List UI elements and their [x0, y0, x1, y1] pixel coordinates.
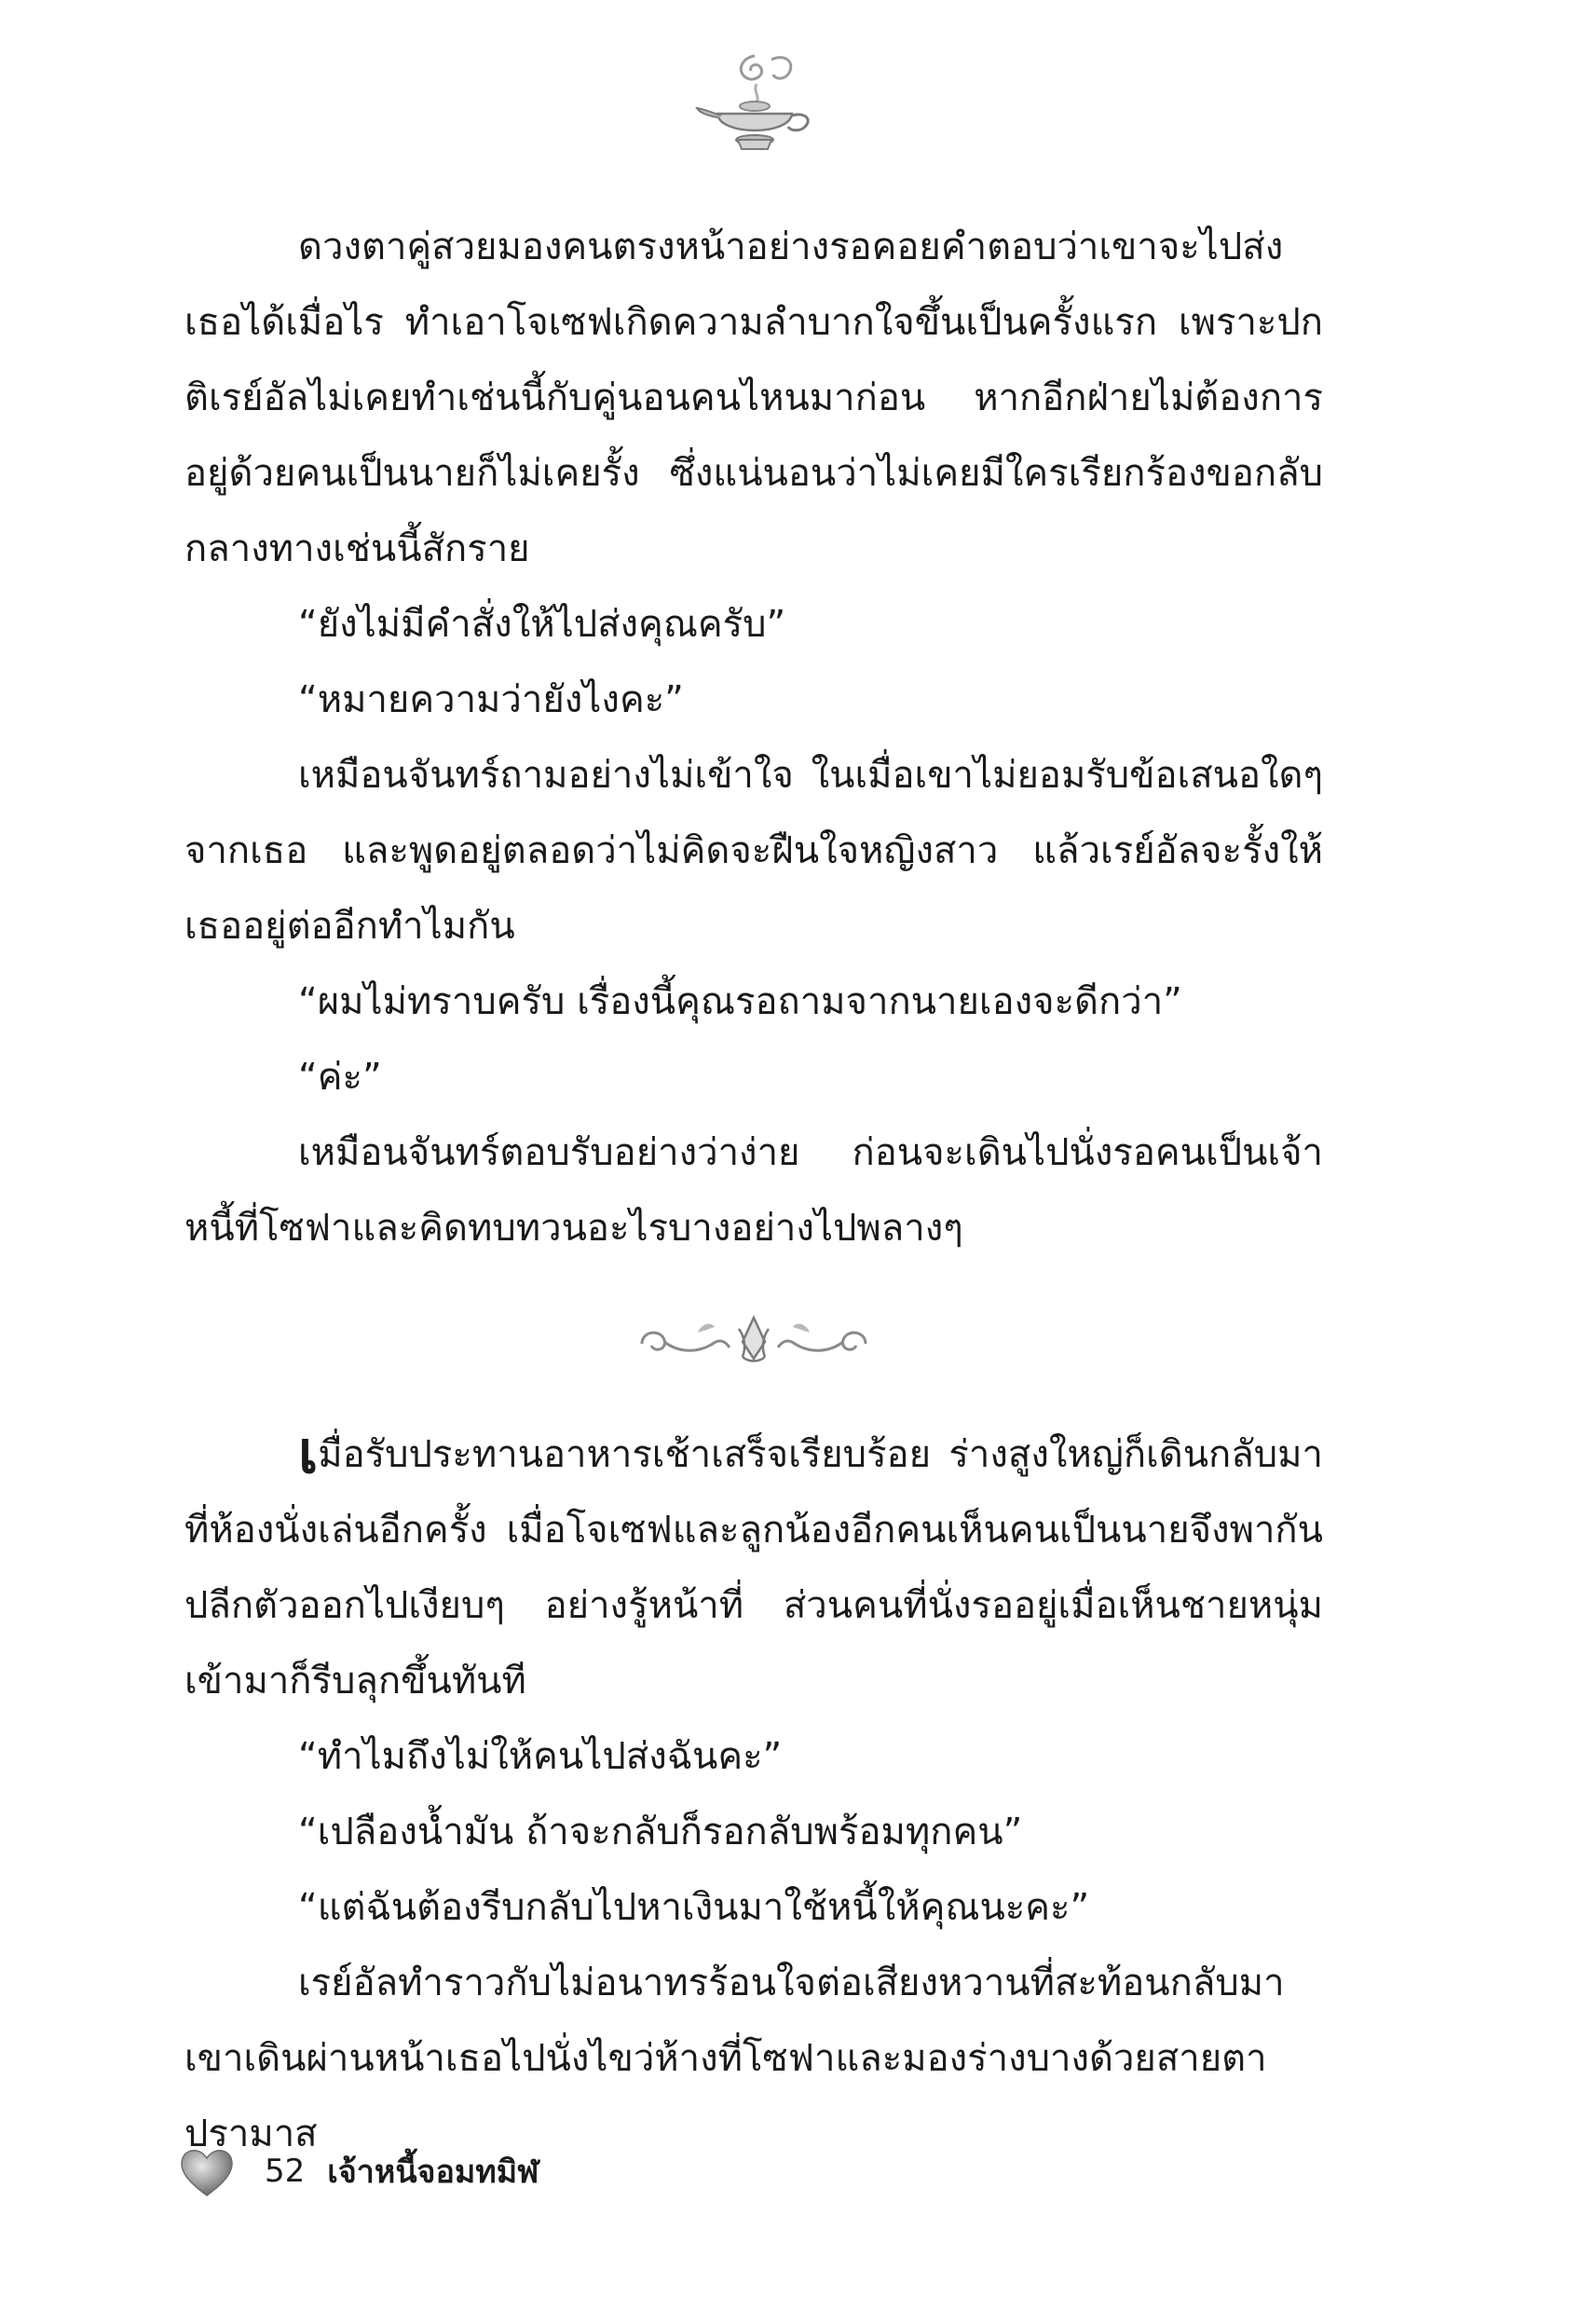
paragraph: ดวงตาคู่สวยมองคนตรงหน้าอย่างรอคอยคำตอบว่าเขาจะไปส่งเธอได้เมื่อไร ทำเอาโจเซฟเกิดความลำบากใจขึ้นเป็นครั้งแรก เพราะปกติเรย์อัลไม่เคยทำเช่นนี้กับคู่นอนคนไหนมาก่อน หากอีกฝ่ายไม่ต้องการอยู่ด้วยคนเป็นนายก็ไม่เคยรั้ง ซึ่งแน่นอนว่าไม่เคยมีใครเรียกร้องขอกลับกลางทางเช่นนี้สักราย — [184, 226, 1323, 570]
section-divider — [184, 1266, 1323, 1417]
heart-icon — [177, 2143, 237, 2199]
book-title: เจ้าหนี้จอมทมิฬ — [327, 2154, 539, 2191]
dialogue-line: “ทำไมถึงไม่ให้คนไปส่งฉันคะ” — [298, 1735, 783, 1778]
floral-divider-icon — [633, 1305, 875, 1379]
dialogue-line: “ค่ะ” — [298, 1056, 382, 1099]
page-footer — [177, 2139, 539, 2204]
paragraph: เหมือนจันทร์ถามอย่างไม่เข้าใจ ในเมื่อเขาไม่ยอมรับข้อเสนอใดๆ จากเธอ และพูดอยู่ตลอดว่าไม่คิดจะฝืนใจหญิงสาว แล้วเรย์อัลจะรั้งให้เธออยู่ต่ออีกทำไมกัน — [184, 754, 1323, 948]
paragraph: เรย์อัลทำราวกับไม่อนาทรร้อนใจต่อเสียงหวานที่สะท้อนกลับมาเขาเดินผ่านหน้าเธอไปนั่งไขว่ห้างที่โซฟาและมองร่างบางด้วยสายตาปรามาส — [184, 1962, 1285, 2155]
section-first-paragraph — [184, 1417, 1323, 1719]
page-number: 52 — [265, 2153, 306, 2190]
main-text-body — [184, 210, 1323, 2172]
dialogue-line: “ผมไม่ทราบครับ เรื่องนี้คุณรอถามจากนายเองจะดีกว่า” — [298, 980, 1182, 1023]
dialogue-line: “ยังไม่มีคำสั่งให้ไปส่งคุณครับ” — [298, 603, 786, 646]
genie-lamp-icon — [689, 47, 820, 158]
dialogue-line: “หมายความว่ายังไงคะ” — [298, 678, 684, 721]
drop-cap: เ — [298, 1418, 319, 1486]
paragraph: เหมือนจันทร์ตอบรับอย่างว่าง่าย ก่อนจะเดินไปนั่งรอคนเป็นเจ้าหนี้ที่โซฟาและคิดทบทวนอะไรบางอย่างไปพลางๆ — [184, 1131, 1323, 1250]
dialogue-line: “แต่ฉันต้องรีบกลับไปหาเงินมาใช้หนี้ให้คุณนะคะ” — [298, 1886, 1090, 1929]
paragraph-text: มื่อรับประทานอาหารเช้าเสร็จเรียบร้อย ร่างสูงใหญ่ก็เดินกลับมาที่ห้องนั่งเล่นอีกครั้ง เมื่อโจเซฟและลูกน้องอีกคนเห็นคนเป็นนายจึงพากันปลีกตัวออกไปเงียบๆ อย่างรู้หน้าที่ ส่วนคนที่นั่งรออยู่เมื่อเห็นชายหนุ่มเข้ามาก็รีบลุกขึ้นทันที — [184, 1433, 1323, 1702]
dialogue-line: “เปลืองน้ำมัน ถ้าจะกลับก็รอกลับพร้อมทุกคน” — [298, 1811, 1023, 1853]
